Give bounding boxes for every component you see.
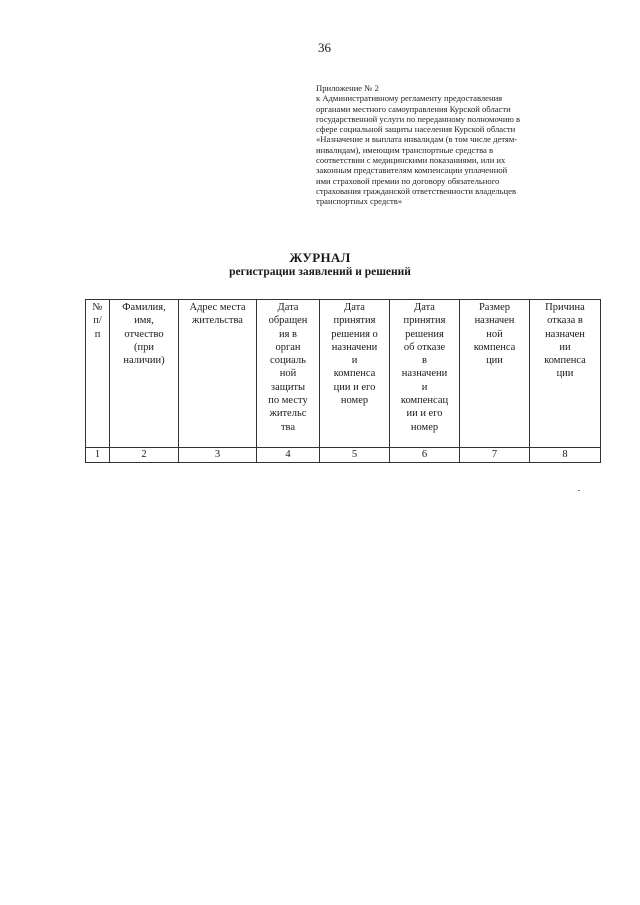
column-number-cell: 1: [86, 448, 110, 463]
header-line: компенсац: [400, 395, 449, 407]
header-line: Дата: [414, 302, 435, 313]
column-number-cell: 2: [110, 448, 179, 463]
header-line: ции: [486, 355, 503, 367]
appendix-line: государственной услуги по переданному полномочию в: [316, 113, 521, 124]
appendix-line: соответствии с медицинскими показаниями, или их: [316, 155, 506, 166]
appendix-line: инвалидам), имеющим транспортные средства в: [316, 144, 494, 155]
header-line: ии: [559, 341, 571, 353]
header-line: компенса: [544, 355, 586, 367]
header-line: назначени: [331, 341, 378, 353]
header-cell: [320, 300, 390, 448]
header-line: назначен: [545, 328, 585, 340]
column-number-cell: 8: [530, 448, 601, 463]
header-line: об отказе: [403, 341, 446, 353]
header-line: тва: [280, 421, 296, 433]
appendix-line: страхования гражданской ответственности владельцев: [316, 185, 517, 196]
header-line: Дата: [277, 302, 299, 313]
appendix-note: [316, 83, 578, 207]
appendix-line: сфере социальной защиты населения Курской области: [316, 124, 516, 135]
header-line: по месту: [268, 395, 308, 407]
header-line: назначен: [474, 315, 515, 327]
header-line: назначени: [401, 368, 448, 380]
header-cell: [257, 300, 320, 448]
appendix-line: Приложение № 2: [316, 83, 379, 93]
header-line: Адрес места: [189, 302, 246, 313]
header-line: компенса: [333, 368, 376, 380]
appendix-line: ими страховой премии по договору обязательного: [316, 175, 500, 186]
appendix-line: транспортных средств»: [316, 196, 403, 207]
header-line: Фамилия,: [122, 302, 166, 313]
header-line: отказа в: [547, 315, 583, 327]
column-number-cell: 6: [390, 448, 460, 463]
column-number-cell: 4: [257, 448, 320, 463]
header-cell: [460, 300, 530, 448]
header-line: ной: [486, 328, 503, 340]
header-cell: [390, 300, 460, 448]
appendix-line: «Назначение и выплата инвалидам (в том числе детям-: [316, 134, 518, 145]
header-line: (при: [134, 341, 154, 353]
header-line: решения о: [331, 328, 378, 340]
page-number: 36: [318, 40, 331, 55]
header-line: номер: [340, 395, 369, 407]
journal-subtitle: регистрации заявлений и решений: [229, 266, 411, 278]
table-header-row: [86, 300, 601, 448]
header-line: №: [92, 302, 103, 313]
header-line: и: [351, 355, 358, 367]
header-line: ции: [556, 368, 574, 380]
header-line: решения: [405, 328, 444, 340]
header-line: жительства: [192, 315, 243, 327]
header-line: отчество: [124, 328, 164, 340]
column-number-cell: 7: [460, 448, 530, 463]
header-cell: [530, 300, 601, 448]
header-line: жительс: [269, 408, 307, 420]
column-number-cell: 3: [179, 448, 257, 463]
header-line: компенса: [473, 341, 516, 353]
header-line: ия в: [278, 328, 298, 340]
scan-artifact: [578, 490, 580, 491]
registration-table: [85, 299, 601, 463]
header-line: защиты: [270, 381, 306, 393]
appendix-line: законным представителям компенсации уплаченной: [316, 165, 508, 176]
header-line: ии и его: [406, 408, 443, 420]
header-cell: [179, 300, 257, 448]
header-line: орган: [275, 341, 301, 353]
header-cell: [86, 300, 110, 448]
header-line: ции и его: [333, 381, 376, 393]
header-line: имя,: [134, 315, 154, 327]
header-line: принятия: [403, 315, 446, 327]
appendix-line: к Административному регламенту предоставления: [316, 93, 503, 104]
header-line: п/: [93, 315, 102, 327]
header-line: принятия: [333, 315, 376, 327]
column-number-cell: 5: [320, 448, 390, 463]
header-line: номер: [410, 421, 439, 433]
header-line: обращен: [268, 315, 308, 327]
appendix-line: органами местного самоуправления Курской области: [316, 103, 511, 114]
journal-title: ЖУРНАЛ: [289, 250, 351, 265]
header-line: социаль: [270, 355, 306, 367]
header-line: Дата: [344, 302, 365, 313]
header-line: Причина: [545, 302, 585, 313]
header-line: ной: [279, 368, 297, 380]
table-number-row: [86, 448, 601, 463]
header-line: в: [422, 355, 427, 367]
header-cell: [110, 300, 179, 448]
header-line: п: [94, 328, 101, 340]
header-line: Размер: [478, 302, 511, 313]
header-line: наличии): [123, 355, 165, 367]
header-line: и: [421, 381, 428, 393]
